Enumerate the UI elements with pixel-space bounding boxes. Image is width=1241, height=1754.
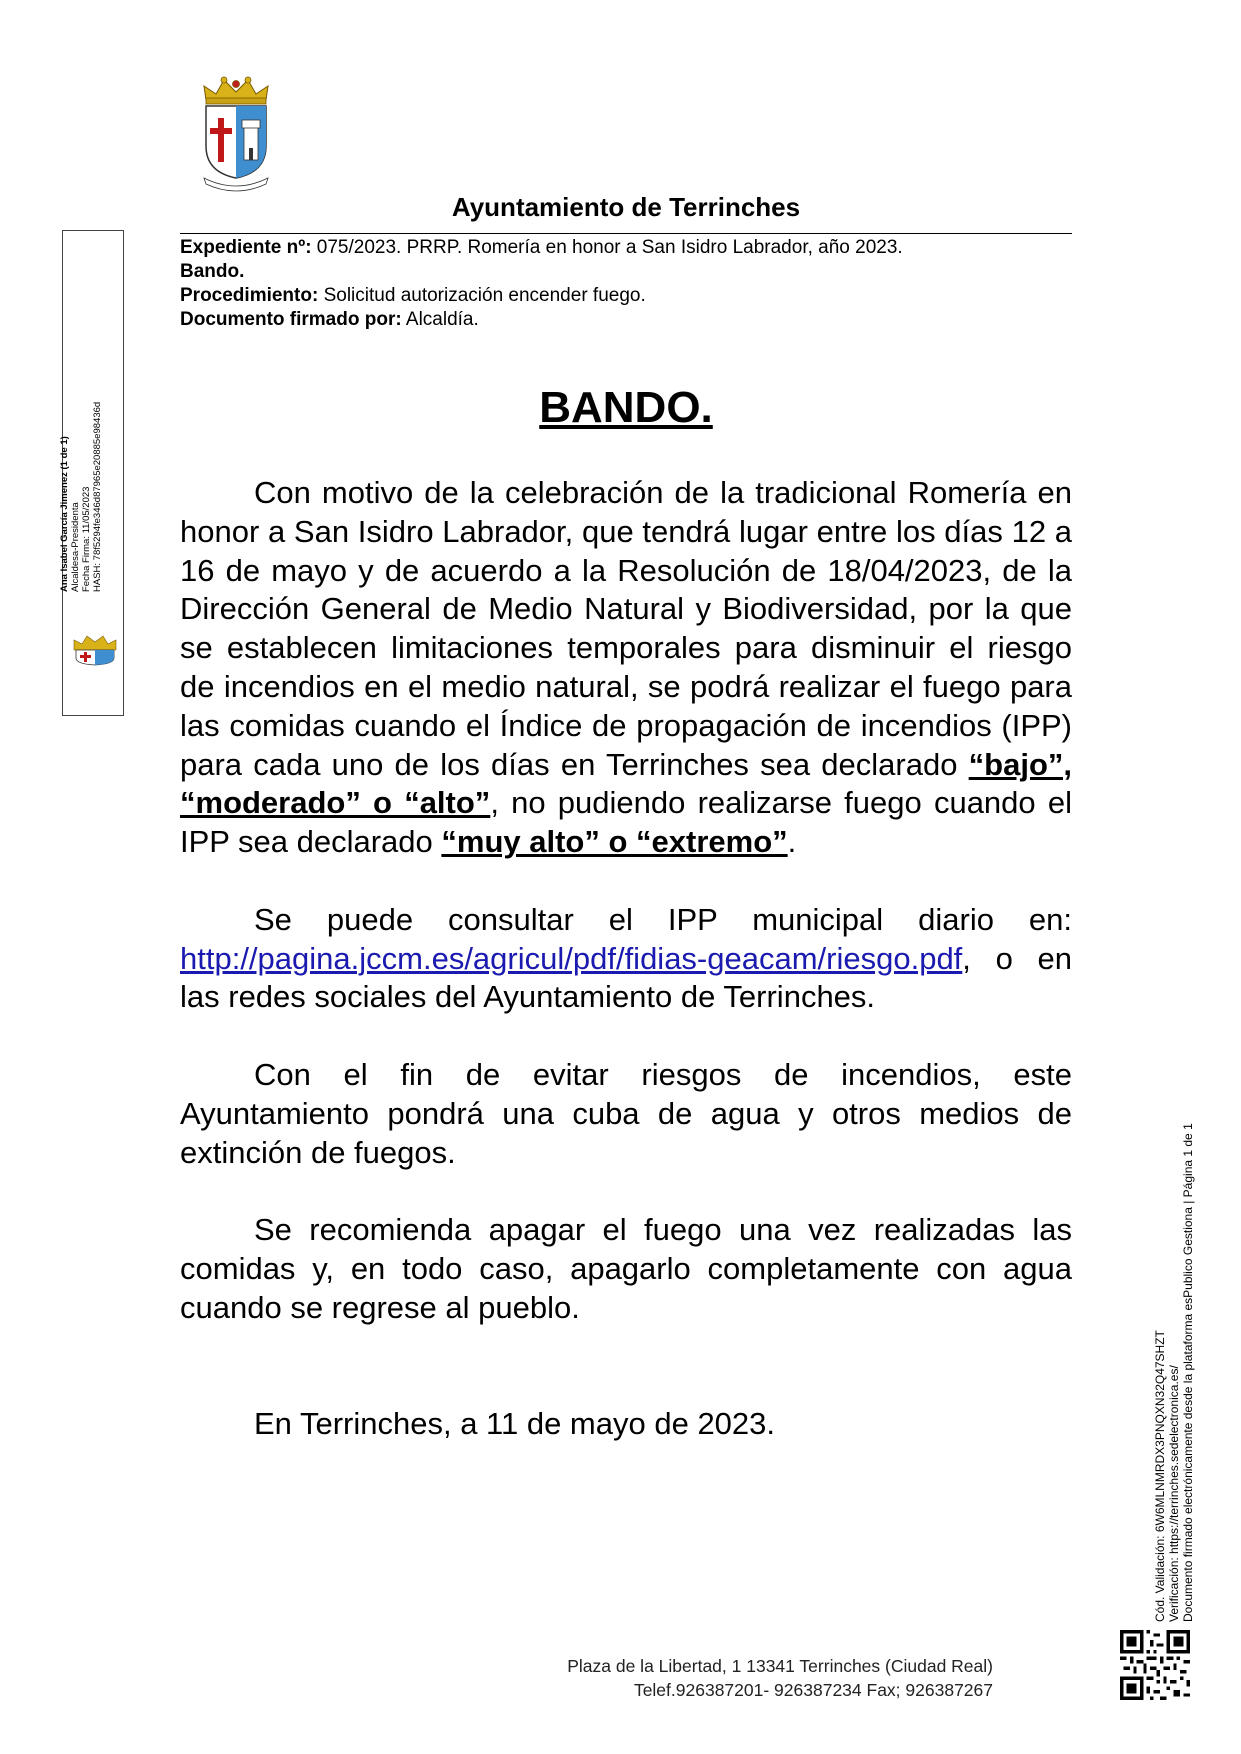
- mini-coat-of-arms-icon: [70, 632, 120, 666]
- paragraph-2-text-b: , o en las redes sociales del Ayuntamiento de Terrinches.: [180, 940, 1072, 1015]
- signer-name: Ana Isabel García Jimenez (1 de 1): [59, 436, 70, 592]
- signer-role: Alcaldesa-Presidenta: [70, 502, 81, 592]
- qr-code-icon: [1120, 1630, 1190, 1700]
- bando-row: [180, 260, 1080, 284]
- signature-date: Fecha Firma: 11/05/2023: [81, 486, 92, 592]
- paragraph-4: Se recomienda apagar el fuego una vez realizadas las comidas y, en todo caso, apagarlo completamente con agua cuando se regrese al pueblo.: [180, 1212, 1072, 1325]
- procedimiento-row: [180, 284, 1080, 308]
- electronic-signature-note: Documento firmado electrónicamente desde la plataforma esPublico Gestiona | Página 1 de 1: [1181, 1123, 1195, 1622]
- closing-date-line: En Terrinches, a 11 de mayo de 2023.: [254, 1405, 776, 1441]
- paragraph-1-text-a: Con motivo de la celebración de la tradicional Romería en honor a San Isidro Labrador, que tendrá lugar entre los días 12 a 16 de mayo y de acuerdo a la Resolución de 18/04/2023, de la Dirección General de Medio Natural y Biodiversidad, por la que se establecen limitaciones temporales para disminuir el riesgo de incendios en el medio natural, se podrá realizar el fuego para las comidas cuando el Índice de propagación de incendios (IPP) para cada uno de los días en Terrinches sea declarado: [180, 475, 1072, 782]
- footer: [567, 1654, 993, 1702]
- paragraph-1: [180, 474, 1072, 862]
- firmado-value: Alcaldía.: [405, 309, 479, 330]
- signature-hash: HASH: 78f5294fe346d87965e20885e98436d: [92, 401, 103, 592]
- forbidden-levels: “muy alto” o “extremo”: [441, 824, 788, 860]
- allowed-levels: “bajo”, “moderado” o “alto”: [180, 746, 1072, 821]
- verification-url: Verificación: https://terrinches.sedelectronica.es/: [1167, 1365, 1181, 1622]
- validation-code: Cód. Validación: 6W6MLNMRDX3PNQXN32Q47SHZT: [1153, 1330, 1167, 1622]
- firmado-row: [180, 308, 1080, 332]
- expediente-label: Expediente nº:: [180, 237, 312, 258]
- paragraph-3: Con el fin de evitar riesgos de incendios, este Ayuntamiento pondrá una cuba de agua y otros medios de extinción de fuegos.: [180, 1056, 1072, 1170]
- footer-address: Plaza de la Libertad, 1 13341 Terrinches (Ciudad Real): [567, 1656, 993, 1676]
- footer-phones: Telef.926387201- 926387234 Fax; 926387267: [633, 1680, 993, 1700]
- verification-text: [1153, 1102, 1195, 1622]
- firmado-label: Documento firmado por:: [180, 309, 402, 330]
- document-heading: BANDO.: [539, 383, 713, 432]
- signature-stamp-text: [59, 372, 103, 592]
- procedimiento-label: Procedimiento:: [180, 285, 319, 306]
- paragraph-1-text-e: .: [787, 824, 797, 860]
- document-metadata: [180, 236, 1080, 332]
- expediente-value: 075/2023. PRRP. Romería en honor a San Isidro Labrador, año 2023.: [316, 237, 903, 258]
- expediente-row: [180, 236, 1080, 260]
- ipp-link[interactable]: http://pagina.jccm.es/agricul/pdf/fidias-geacam/riesgo.pdf: [180, 940, 963, 976]
- document-body: [180, 474, 1072, 1443]
- procedimiento-value: Solicitud autorización encender fuego.: [323, 285, 646, 306]
- paragraph-2: [180, 901, 1072, 1017]
- bando-label: Bando.: [180, 261, 245, 282]
- organization-title: Ayuntamiento de Terrinches: [451, 192, 801, 222]
- header-divider: [180, 233, 1072, 234]
- coat-of-arms-icon: [198, 74, 274, 192]
- paragraph-1-text-c: , no pudiendo realizarse fuego cuando el IPP sea declarado: [180, 785, 1072, 860]
- paragraph-2-text-a: Se puede consultar el IPP municipal diario en:: [254, 901, 1072, 937]
